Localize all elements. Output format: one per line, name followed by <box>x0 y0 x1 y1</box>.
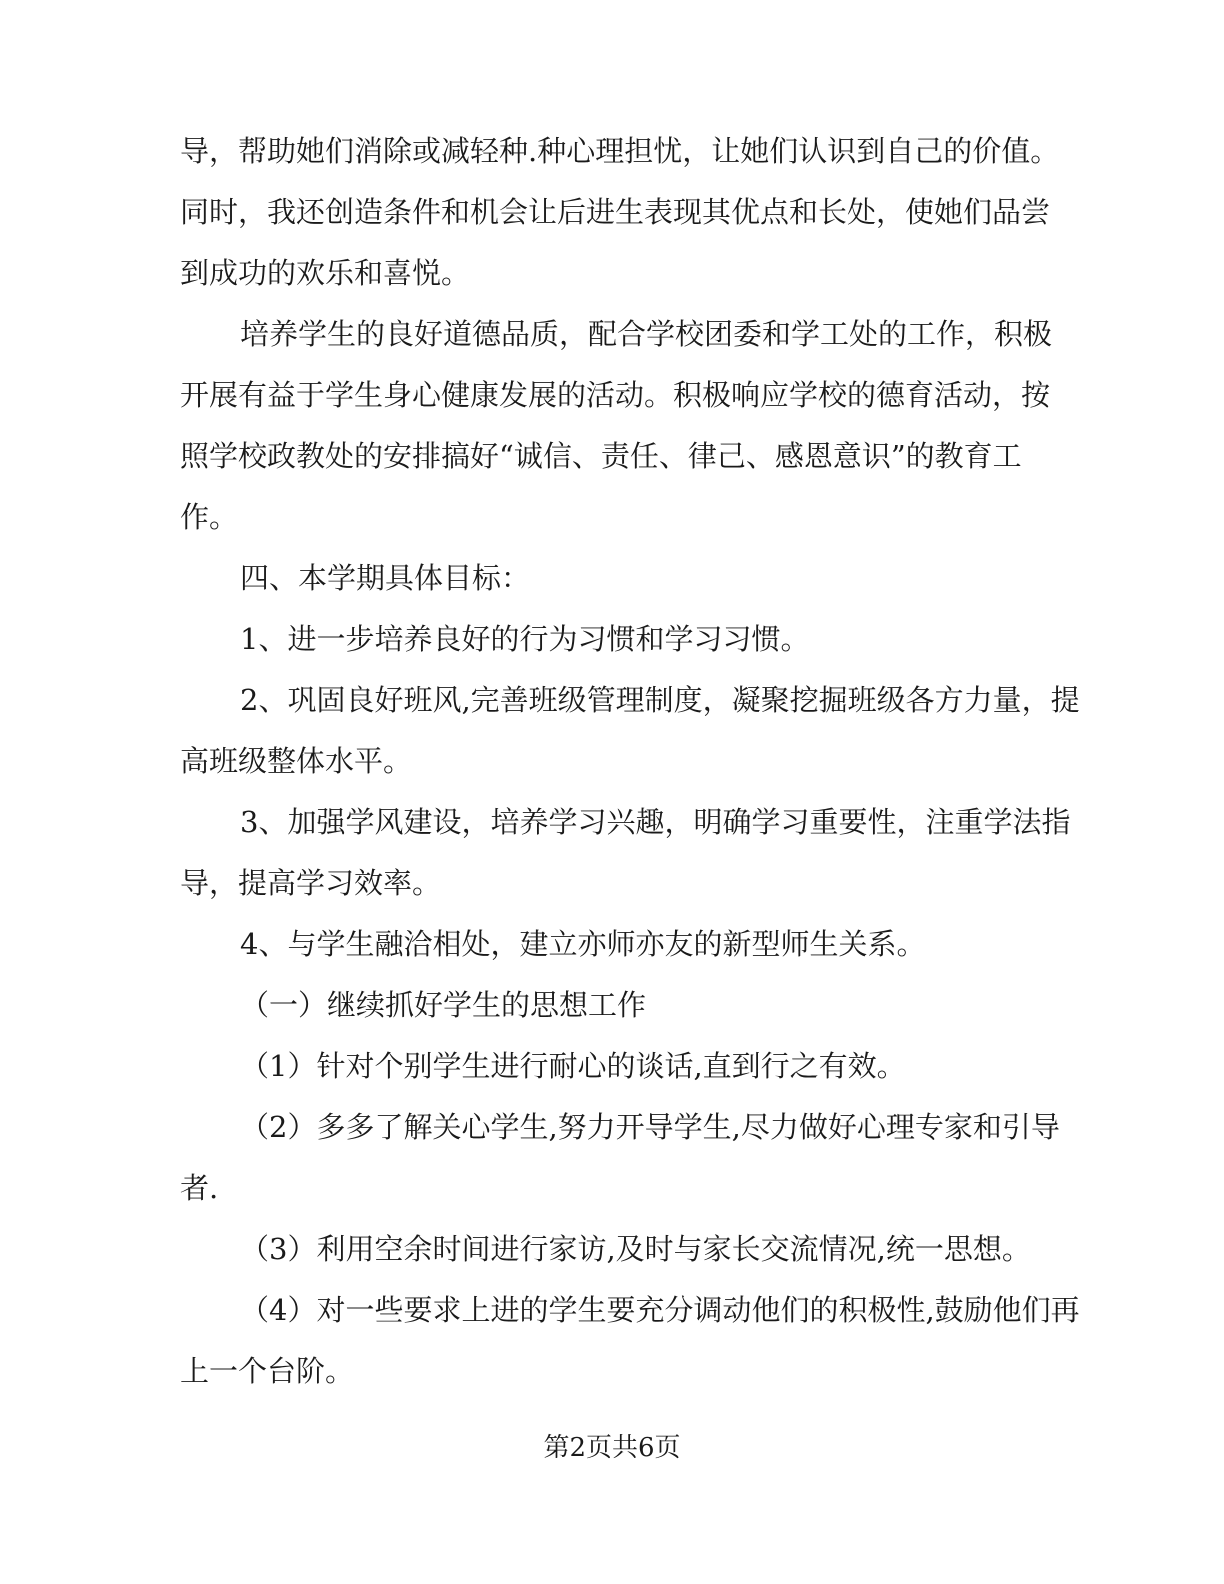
text-line-3: 到成功的欢乐和喜悦。 <box>180 256 471 290</box>
task-item-3: （3）利用空余时间进行家访,及时与家长交流情况,统一思想。 <box>240 1232 1031 1266</box>
text-line-2: 同时，我还创造条件和机会让后进生表现其优点和长处，使她们品尝 <box>180 195 1051 229</box>
goal-item-2: 2、巩固良好班风,完善班级管理制度，凝聚挖掘班级各方力量，提 <box>240 683 1080 717</box>
goal-item-3-cont: 导，提高学习效率。 <box>180 866 442 900</box>
text-line-1: 导，帮助她们消除或减轻种.种心理担忧，让她们认识到自己的价值。 <box>180 134 1060 168</box>
text-line-4: 培养学生的良好道德品质，配合学校团委和学工处的工作，积极 <box>240 317 1053 351</box>
goal-item-1: 1、进一步培养良好的行为习惯和学习习惯。 <box>240 622 810 656</box>
text-line-7: 作。 <box>180 500 239 534</box>
task-item-2: （2）多多了解关心学生,努力开导学生,尽力做好心理专家和引导 <box>240 1110 1060 1144</box>
subsection-heading: （一）继续抓好学生的思想工作 <box>240 988 647 1022</box>
task-item-2-cont: 者. <box>180 1171 219 1205</box>
goal-item-3: 3、加强学风建设，培养学习兴趣，明确学习重要性，注重学法指 <box>240 805 1071 839</box>
section-heading: 四、本学期具体目标： <box>240 561 531 595</box>
task-item-1: （1）针对个别学生进行耐心的谈话,直到行之有效。 <box>240 1049 906 1083</box>
text-line-6: 照学校政教处的安排搞好“诚信、责任、律己、感恩意识”的教育工 <box>180 439 1022 473</box>
task-item-4-cont: 上一个台阶。 <box>180 1354 355 1388</box>
page-number-footer: 第2页共6页 <box>543 1433 681 1463</box>
goal-item-4: 4、与学生融洽相处，建立亦师亦友的新型师生关系。 <box>240 927 926 961</box>
goal-item-2-cont: 高班级整体水平。 <box>180 744 413 778</box>
task-item-4: （4）对一些要求上进的学生要充分调动他们的积极性,鼓励他们再 <box>240 1293 1080 1327</box>
text-line-5: 开展有益于学生身心健康发展的活动。积极响应学校的德育活动，按 <box>180 378 1051 412</box>
